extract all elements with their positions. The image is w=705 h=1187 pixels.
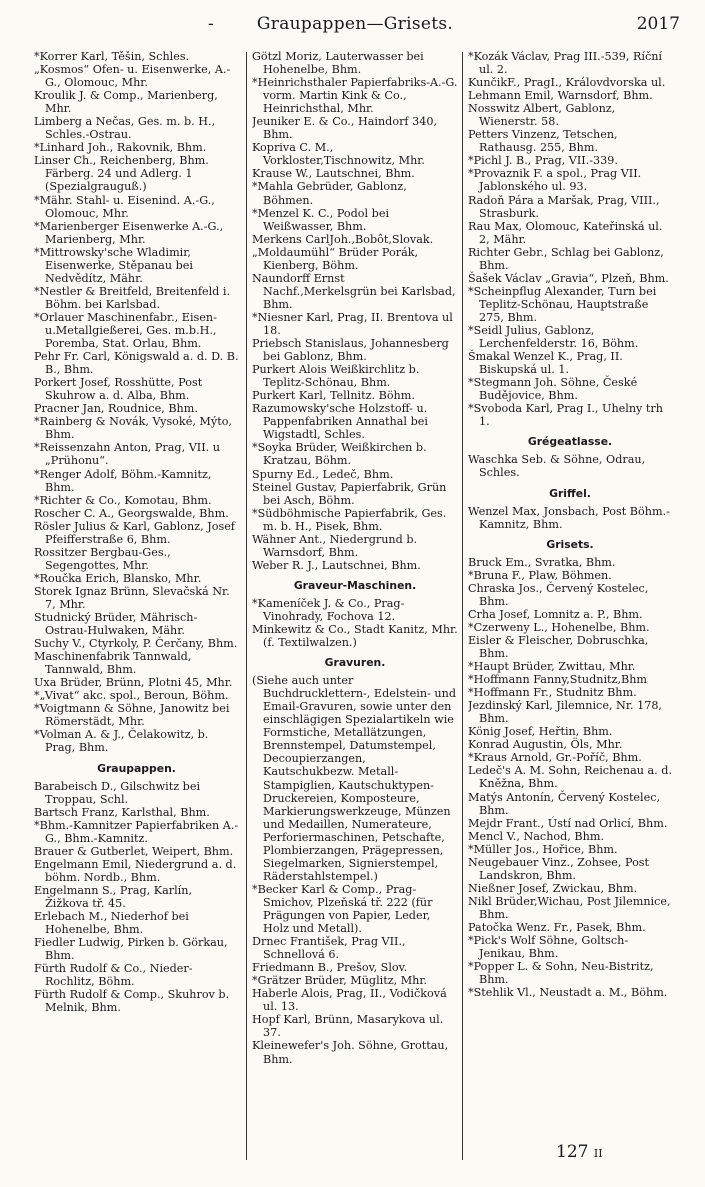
directory-entry: Nikl Brüder,Wichau, Post Jilemnice, Bhm.	[468, 894, 671, 921]
directory-entry: König Josef, Heřtin, Bhm.	[468, 725, 613, 739]
directory-entry: Patočka Wenz. Fr., Pasek, Bhm.	[468, 921, 646, 934]
directory-entry: *Bruna F., Plaw, Böhmen.	[468, 568, 612, 582]
directory-entry: *Popper L. & Sohn, Neu-Bistritz, Bhm.	[468, 960, 654, 987]
column-divider-2	[462, 52, 463, 1160]
directory-entry: (Siehe auch unter Buchdrucklettern-, Edelstein- und Email-Gravuren, sowie unter den einschlägigen Spezialartikeln wie Formstiche, Metallätzungen, Brennstempel, Datumstempel, Decoupierzangen, Kautschukbezw. Metall-Stampiglien, Kautschuktypen-Druckereien, Komposteure, Markierungswerkzeuge, Münzen und Medaillen, Numerateure, Perforiermaschinen, Petschafte, Plombierzangen, Prägepressen, Siegelmarken, Signierstempel, Räderstahlstempel.)	[252, 674, 456, 883]
directory-entry: Brauer & Gutberlet, Weipert, Bhm.	[34, 844, 234, 858]
directory-entry: Barabeisch D., Gilschwitz bei Troppau, Schl.	[34, 779, 201, 806]
directory-entry: Kleinewefer's Joh. Söhne, Grottau, Bhm.	[252, 1039, 449, 1066]
directory-entry: Weber R. J., Lautschnei, Bhm.	[252, 558, 421, 572]
directory-entry: *Seidl Julius, Gablonz, Lerchenfelderstr. 16, Böhm.	[468, 323, 639, 351]
directory-entry: *Niesner Karl, Prag, II. Brentova ul 18.	[252, 310, 453, 337]
page-title: Graupappen—Grisets.	[256, 14, 454, 34]
directory-entry: Limberg a Nečas, Ges. m. b. H., Schles.-Ostrau.	[34, 115, 216, 142]
directory-entry: Haberle Alois, Prag, II., Vodičková ul. 13.	[252, 987, 447, 1014]
directory-entry: Neugebauer Vinz., Zohsee, Post Landskron, Bhm.	[468, 855, 650, 882]
directory-entry: Krause W., Lautschnei, Bhm.	[252, 167, 415, 181]
section-heading: Griffel.	[549, 486, 591, 500]
directory-entry: Richter Gebr., Schlag bei Gablonz, Bhm.	[468, 245, 664, 272]
directory-entry: Chraska Jos., Červený Kostelec, Bhm.	[468, 581, 649, 608]
directory-entry: Steinel Gustav, Papierfabrik, Grün bei Asch, Böhm.	[252, 480, 447, 507]
section-heading: Graupappen.	[97, 761, 176, 775]
directory-entry: Fürth Rudolf & Co., Nieder-Rochlitz, Böhm.	[34, 962, 193, 989]
directory-entry: Fürth Rudolf & Comp., Skuhrov b. Melnik, Bhm.	[34, 988, 230, 1015]
directory-entry: Rau Max, Olomouc, Kateřinská ul. 2, Mähr.	[468, 219, 663, 246]
directory-entry: Crha Josef, Lomnitz a. P., Bhm.	[468, 607, 643, 621]
directory-entry: Nießner Josef, Zwickau, Bhm.	[468, 881, 638, 895]
directory-entry: *Kozák Václav, Prag III.-539, Ríční ul. 2.	[468, 50, 662, 77]
directory-entry: Kopriva C. M., Vorkloster,Tischnowitz, Mhr.	[252, 141, 425, 168]
directory-entry: Maschinenfabrik Tannwald, Tannwald, Bhm.	[34, 650, 192, 677]
directory-entry: *Kraus Arnold, Gr.-Poříč, Bhm.	[468, 751, 642, 765]
directory-entry: Hopf Karl, Brünn, Masarykova ul. 37.	[252, 1013, 444, 1040]
directory-entry: Spurny Ed., Ledeč, Bhm.	[252, 467, 394, 481]
directory-entry: *Grätzer Brüder, Müglitz, Mhr.	[252, 974, 428, 988]
directory-entry: Merkens CarlJoh.,Bobôt,Slovak.	[252, 232, 434, 246]
directory-entry: Pracner Jan, Roudnice, Bhm.	[34, 402, 198, 416]
directory-entry: *Kameníček J. & Co., Prag-Vinohrady, Fochova 12.	[252, 596, 405, 623]
directory-entry: Mejdr Frant., Ústí nad Orlicí, Bhm.	[468, 816, 668, 830]
directory-entry: *Rainberg & Novák, Vysoké, Mýto, Bhm.	[34, 415, 232, 442]
directory-entry: *Provaznik F. a spol., Prag VII. Jablonského ul. 93.	[468, 167, 642, 194]
directory-entry: Purkert Karl, Tellnitz. Böhm.	[252, 389, 415, 403]
section-heading: Grisets.	[546, 537, 594, 551]
directory-entry: Linser Ch., Reichenberg, Bhm. Färberg. 24 und Adlerg. 1 (Spezialgrauguß.)	[34, 154, 209, 194]
directory-entry: *Stehlik Vl., Neustadt a. M., Böhm.	[468, 986, 668, 1000]
directory-entry: Rösler Julius & Karl, Gablonz, Josef Pfeifferstraße 6, Bhm.	[34, 519, 235, 546]
directory-entry: Rossitzer Bergbau-Ges., Segengottes, Mhr.	[34, 545, 171, 572]
directory-entry: *Heinrichsthaler Papierfabriks-A.-G. vorm. Martin Kink & Co., Heinrichsthal, Mhr.	[252, 76, 458, 116]
directory-entry: Bruck Em., Svratka, Bhm.	[468, 555, 616, 569]
directory-entry: Radoň Pára a Maršak, Prag, VIII., Strasburk.	[468, 193, 660, 220]
page-number: 2017	[636, 14, 680, 34]
directory-entry: Götzl Moriz, Lauterwasser bei Hohenelbe, Bhm.	[252, 50, 424, 77]
directory-entry: Wähner Ant., Niedergrund b. Warnsdorf, Bhm.	[252, 532, 418, 559]
directory-entry: Engelmann S., Prag, Karlín, Žižkova tř. 45.	[34, 883, 193, 910]
directory-entry: Uxa Brüder, Brünn, Plotni 45, Mhr.	[34, 676, 233, 690]
directory-entry: Porkert Josef, Rosshütte, Post Skuhrow a. d. Alba, Bhm.	[34, 376, 203, 403]
directory-entry: *Reissenzahn Anton, Prag, VII. u „Prühonu“.	[34, 441, 220, 468]
directory-entry: *Hoffmann Fanny,Studnitz,Bhm	[468, 673, 648, 687]
directory-entry: *Haupt Brüder, Zwittau, Mhr.	[468, 660, 636, 674]
directory-entry: Kroulik J. & Comp., Marienberg, Mhr.	[34, 89, 218, 116]
section-heading: Gravuren.	[324, 656, 386, 670]
footer-suffix: II	[593, 1147, 603, 1160]
directory-entry: KunčikF., PragI., Královdvorska ul.	[468, 76, 666, 90]
directory-entry: Fiedler Ludwig, Pirken b. Görkau, Bhm.	[34, 936, 228, 963]
directory-entry: *„Vivat“ akc. spol., Beroun, Böhm.	[34, 689, 229, 703]
directory-entry: Minkewitz & Co., Stadt Kanitz, Mhr. (f. Textilwalzen.)	[252, 623, 458, 650]
section-heading: Graveur-Maschinen.	[293, 578, 417, 592]
directory-entry: Engelmann Emil, Niedergrund a. d. böhm. Nordb., Bhm.	[34, 857, 237, 884]
directory-entry: Mencl V., Nachod, Bhm.	[468, 829, 605, 843]
directory-entry: *Pick's Wolf Söhne, Goltsch-Jenikau, Bhm.	[468, 934, 629, 961]
directory-entry: Roscher C. A., Georgswalde, Bhm.	[34, 506, 229, 520]
section-heading: Grégeatlasse.	[527, 435, 613, 449]
directory-entry: *Czerweny L., Hohenelbe, Bhm.	[468, 620, 650, 634]
directory-entry: Eisler & Fleischer, Dobruschka, Bhm.	[468, 633, 649, 661]
directory-entry: *Mittrowsky'sche Wladimir, Eisenwerke, Stěpanau bei Nedvědítz, Mähr.	[34, 245, 193, 285]
directory-entry: *Nestler & Breitfeld, Breitenfeld i. Böhm. bei Karlsbad.	[34, 284, 231, 311]
page-footer	[556, 1142, 603, 1162]
column-right	[468, 50, 672, 1165]
directory-entry: Storek Ignaz Brünn, Slevačská Nr. 7, Mhr.	[34, 584, 230, 611]
directory-entry: Waschka Seb. & Söhne, Odrau, Schles.	[468, 453, 646, 480]
directory-entry: Razumowsky'sche Holzstoff- u. Pappenfabriken Annathal bei Wigstadtl, Schles.	[252, 402, 428, 442]
directory-entry: „Kosmos“ Ofen- u. Eisenwerke, A.-G., Olomouc, Mhr.	[34, 63, 231, 90]
directory-entry: *Orlauer Maschinenfabr., Eisen-u.Metallgießerei, Ges. m.b.H., Poremba, Stat. Orlau, Bhm.	[34, 310, 217, 351]
directory-entry: Friedmann B., Prešov, Slov.	[252, 961, 408, 975]
directory-entry: *Pichl J. B., Prag, VII.-339.	[468, 154, 618, 168]
directory-entry: *Richter & Co., Komotau, Bhm.	[34, 493, 212, 507]
directory-entry: *Südböhmische Papierfabrik, Ges. m. b. H., Pisek, Bhm.	[252, 506, 447, 533]
directory-entry: *Becker Karl & Comp., Prag-Smichov, Plzeňská tř. 222 (für Prägungen von Papier, Leder, Holz und Metall).	[252, 882, 433, 936]
directory-entry: *Hoffmann Fr., Studnitz Bhm.	[468, 686, 637, 700]
directory-entry: Purkert Alois Weißkirchlitz b. Teplitz-Schönau, Bhm.	[252, 363, 420, 390]
directory-entry: Pehr Fr. Carl, Königswald a. d. D. B. B., Bhm.	[34, 350, 239, 377]
directory-entry: *Mähr. Stahl- u. Eisenind. A.-G., Olomouc, Mhr.	[34, 193, 215, 220]
directory-entry: *Müller Jos., Hořice, Bhm.	[468, 842, 618, 856]
directory-entry: *Stegmann Joh. Söhne, České Budějovice, Bhm.	[468, 376, 638, 403]
directory-entry: *Voigtmann & Söhne, Janowitz bei Römerstädt, Mhr.	[34, 702, 230, 729]
directory-entry: *Bhm.-Kamnitzer Papierfabriken A.-G., Bhm.-Kamnitz.	[34, 818, 239, 845]
directory-entry: Bartsch Franz, Karlsthal, Bhm.	[34, 805, 210, 819]
directory-entry: *Linhard Joh., Rakovnik, Bhm.	[34, 141, 207, 155]
directory-entry: *Marienberger Eisenwerke A.-G., Marienberg, Mhr.	[34, 219, 224, 246]
directory-entry: Konrad Augustin, Öls, Mhr.	[468, 738, 623, 752]
directory-entry: *Renger Adolf, Böhm.-Kamnitz, Bhm.	[34, 467, 212, 494]
directory-entry: Priebsch Stanislaus, Johannesberg bei Gablonz, Bhm.	[252, 337, 449, 364]
directory-entry: Jeuniker E. & Co., Haindorf 340, Bhm.	[252, 115, 438, 142]
directory-entry: Studnický Brüder, Mährisch-Ostrau-Hulwaken, Mähr.	[34, 611, 198, 638]
directory-entry: Ledeč's A. M. Sohn, Reichenau a. d. Kněžna, Bhm.	[468, 764, 672, 791]
column-middle	[252, 50, 458, 1165]
directory-entry: *Volman A. & J., Čelakowitz, b. Prag, Bhm.	[34, 728, 209, 755]
directory-entry: *Soyka Brüder, Weißkirchen b. Kratzau, Böhm.	[252, 441, 427, 468]
directory-entry: *Scheinpflug Alexander, Turn bei Teplitz-Schönau, Hauptstraße 275, Bhm.	[468, 284, 657, 324]
directory-entry: Matýs Antonín, Červený Kostelec, Bhm.	[468, 790, 661, 817]
directory-entry: *Menzel K. C., Podol bei Weißwasser, Bhm.	[252, 206, 390, 233]
directory-entry: Šašek Václav „Gravia“, Plzeň, Bhm.	[468, 271, 669, 285]
directory-entry: Petters Vinzenz, Tetschen, Rathausg. 255, Bhm.	[468, 128, 618, 155]
directory-entry: Jezdinský Karl, Jilemnice, Nr. 178, Bhm.	[468, 699, 662, 726]
column-divider-1	[246, 52, 247, 1160]
directory-entry: *Svoboda Karl, Prag I., Uhelny trh 1.	[468, 402, 663, 429]
directory-entry: Lehmann Emil, Warnsdorf, Bhm.	[468, 89, 653, 103]
directory-entry: Drnec František, Prag VII., Schnellová 6.	[252, 935, 406, 962]
directory-entry: Nosswitz Albert, Gablonz, Wienerstr. 58.	[468, 102, 616, 129]
directory-entry: Wenzel Max, Jonsbach, Post Böhm.-Kamnitz, Bhm.	[468, 504, 670, 531]
header-dash: -	[208, 14, 214, 34]
footer-number: 127	[556, 1142, 589, 1162]
directory-entry: „Moldaumühl“ Brüder Porák, Kienberg, Böhm.	[252, 245, 419, 272]
directory-entry: Suchy V., Ctyrkoly, P. Čerčany, Bhm.	[34, 637, 238, 651]
directory-entry: Naundorff Ernst Nachf.,Merkelsgrün bei Karlsbad, Bhm.	[252, 271, 456, 311]
directory-entry: *Roučka Erich, Blansko, Mhr.	[34, 571, 202, 585]
page-header	[30, 14, 680, 40]
directory-entry: *Mahla Gebrüder, Gablonz, Böhmen.	[252, 180, 407, 207]
directory-entry: Šmakal Wenzel K., Prag, II. Biskupská ul. 1.	[468, 350, 623, 377]
directory-entry: Erlebach M., Niederhof bei Hohenelbe, Bhm.	[34, 910, 189, 937]
column-left	[34, 50, 239, 1165]
directory-entry: *Korrer Karl, Těšin, Schles.	[34, 50, 190, 63]
